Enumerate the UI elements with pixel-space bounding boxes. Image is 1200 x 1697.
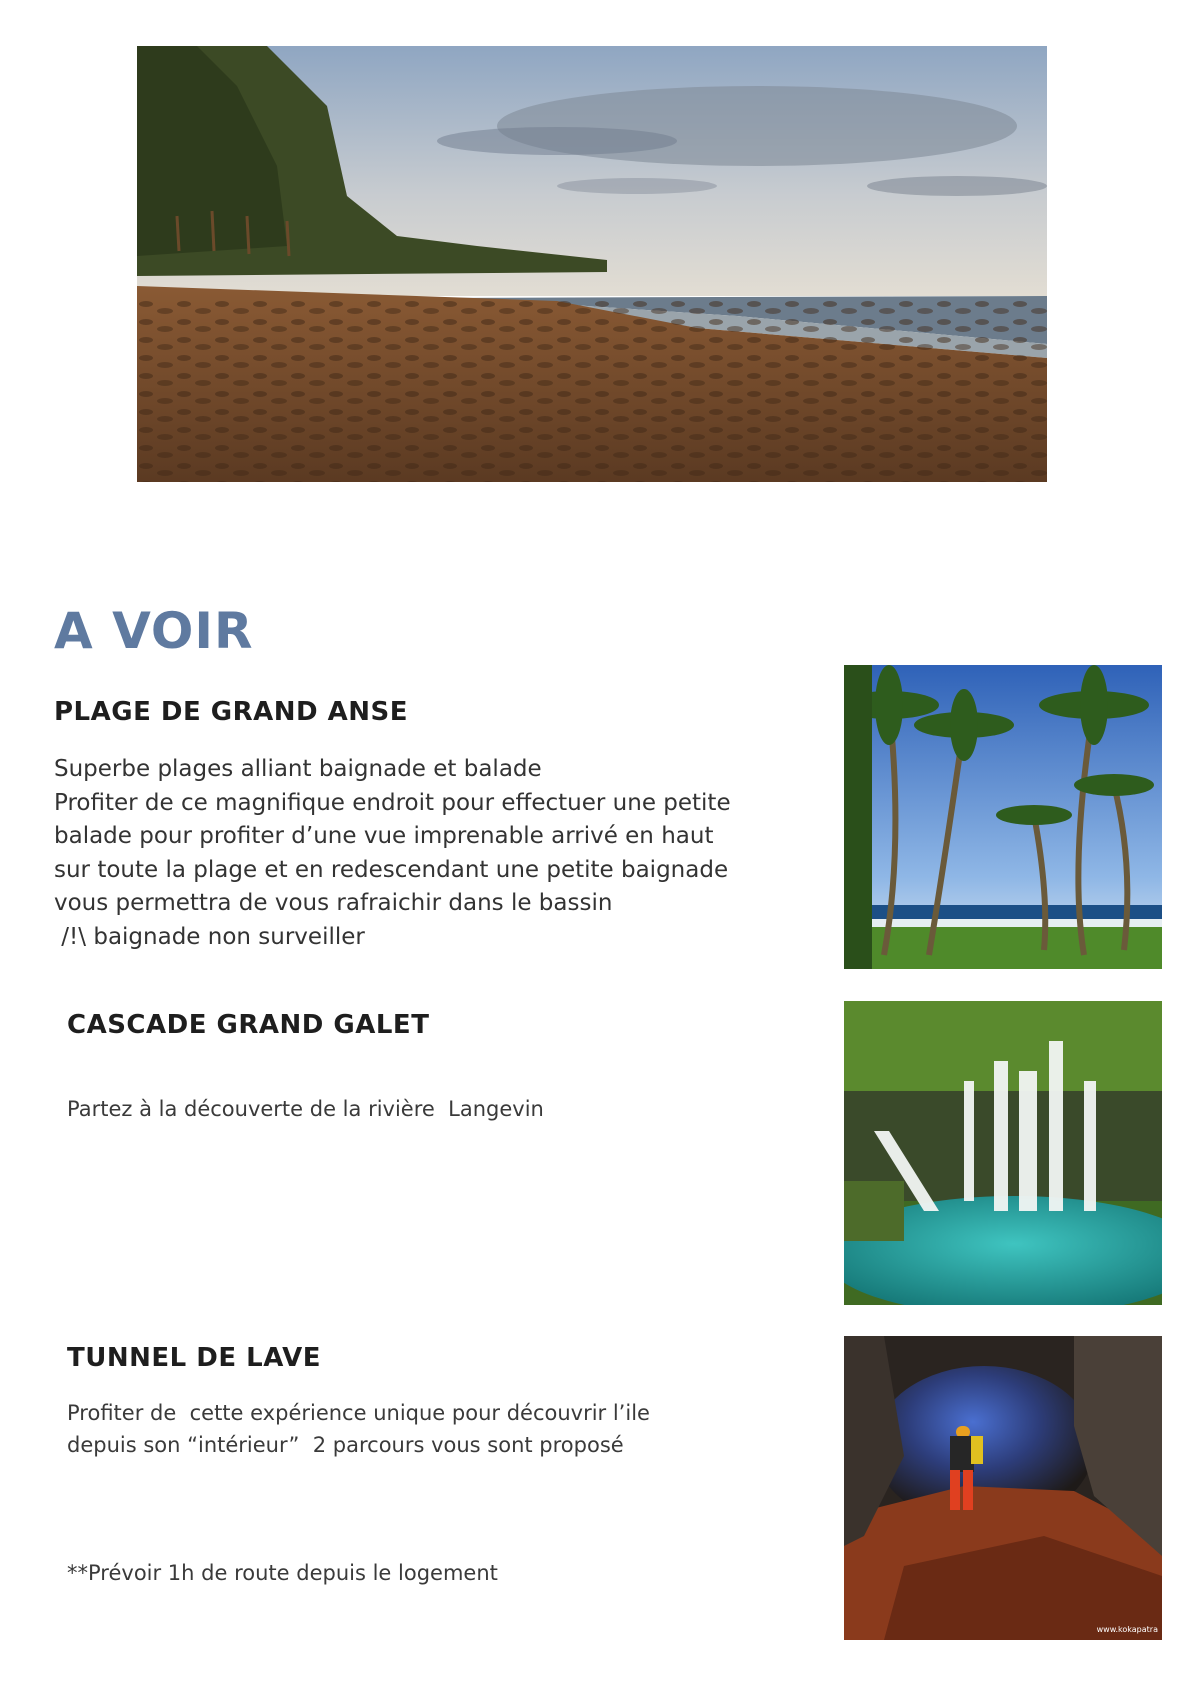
palm-trees-photo [844,665,1162,969]
tunnel-line: Profiter de cette expérience unique pour découvrir l’ile [67,1401,650,1425]
cascade-heading: CASCADE GRAND GALET [67,1010,430,1040]
tunnel-heading: TUNNEL DE LAVE [67,1343,321,1373]
plage-line: balade pour profiter d’une vue imprenable arrivé en haut [54,823,714,850]
tunnel-description [67,1397,650,1461]
plage-line: sur toute la plage et en redescendant une petite baignade [54,856,729,883]
cascade-line: Partez à la découverte de la rivière Langevin [67,1097,544,1121]
plage-line: vous permettra de vous rafraichir dans le bassin [54,890,613,917]
section-title: A VOIR [54,602,254,660]
plage-description [54,753,731,955]
photo-credit: www.kokapatra [1096,1625,1158,1634]
plage-line: Superbe plages alliant baignade et balade [54,756,542,782]
plage-line: Profiter de ce magnifique endroit pour effectuer une petite [54,789,731,816]
plage-warning: /!\ baignade non surveiller [54,923,365,950]
cascade-description [67,1093,544,1125]
tunnel-line: depuis son “intérieur” 2 parcours vous sont proposé [67,1433,624,1457]
waterfall-photo [844,1001,1162,1305]
travel-time-note: **Prévoir 1h de route depuis le logement [67,1561,498,1585]
plage-heading: PLAGE DE GRAND ANSE [54,697,409,727]
lava-tunnel-photo [844,1336,1162,1640]
hero-beach-photo [137,46,1047,482]
